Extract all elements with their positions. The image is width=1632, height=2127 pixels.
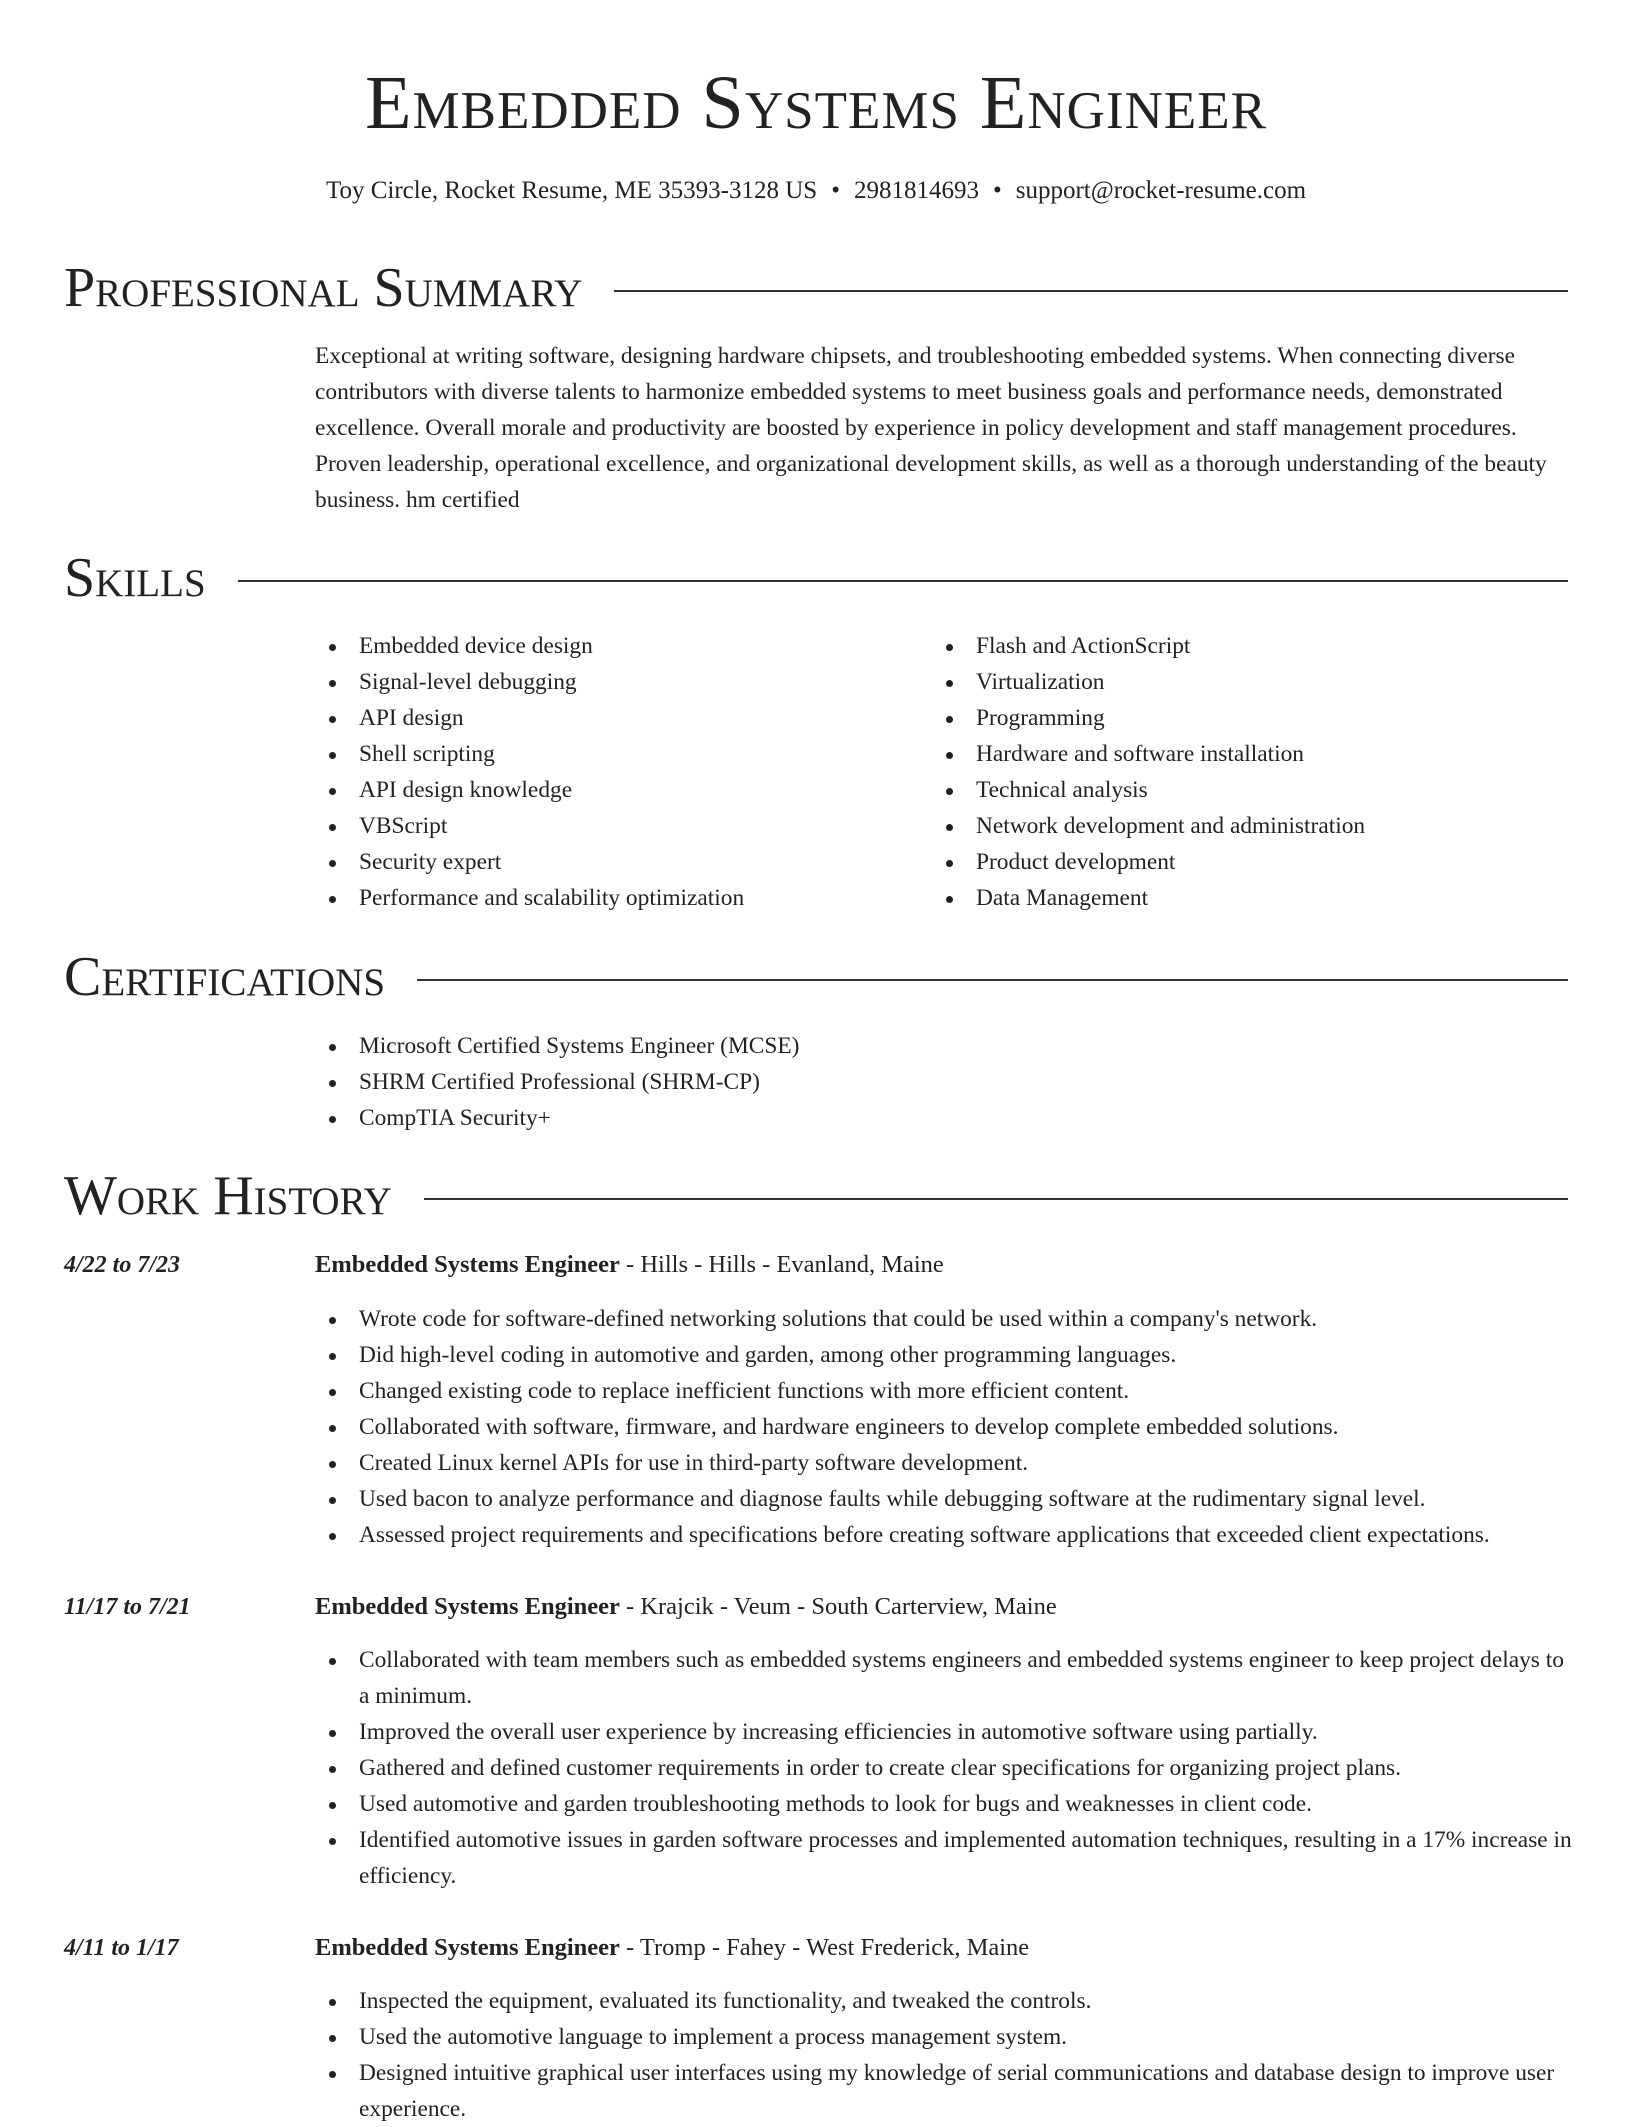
skill-item: Signal-level debugging xyxy=(315,664,915,700)
job-bullet: Collaborated with team members such as embedded systems engineers and embedded systems engineer to keep project delays to a minimum. xyxy=(315,1642,1580,1714)
job-bullet: Did high-level coding in automotive and garden, among other programming languages. xyxy=(315,1337,1580,1373)
skill-item: Performance and scalability optimization xyxy=(315,880,915,916)
skill-item: Embedded device design xyxy=(315,628,915,664)
certification-item: CompTIA Security+ xyxy=(315,1100,1570,1136)
certifications-section-header xyxy=(64,945,1568,1009)
work-history-section-header xyxy=(64,1164,1568,1228)
section-divider xyxy=(614,290,1568,292)
job-bullet: Changed existing code to replace inefficient functions with more efficient content. xyxy=(315,1373,1580,1409)
job-bullet: Identified automotive issues in garden software processes and implemented automation techniques, resulting in a 17% increase in efficiency. xyxy=(315,1822,1580,1894)
job-bullet: Created Linux kernel APIs for use in third-party software development. xyxy=(315,1445,1580,1481)
job-bullet: Used bacon to analyze performance and diagnose faults while debugging software at the rudimentary signal level. xyxy=(315,1481,1580,1517)
contact-address: Toy Circle, Rocket Resume, ME 35393-3128 US xyxy=(325,177,818,204)
skills-list-right xyxy=(932,628,1572,916)
job-dates: 4/11 to 1/17 xyxy=(64,1935,179,1961)
skill-item: Product development xyxy=(932,844,1572,880)
skill-item: API design knowledge xyxy=(315,772,915,808)
job-bullets xyxy=(315,1983,1580,2127)
job-bullet: Designed intuitive graphical user interfaces using my knowledge of serial communications and database design to improve user experience. xyxy=(315,2055,1580,2127)
work-history-heading: Work History xyxy=(64,1165,392,1227)
contact-separator: • xyxy=(992,177,1002,204)
section-divider xyxy=(424,1198,1568,1200)
skill-item: VBScript xyxy=(315,808,915,844)
job-employer-location: - Krajcik - Veum - South Carterview, Maine xyxy=(619,1593,1057,1620)
skill-item: Security expert xyxy=(315,844,915,880)
skill-item: Technical analysis xyxy=(932,772,1572,808)
skill-item: Data Management xyxy=(932,880,1572,916)
job-bullet: Assessed project requirements and specifications before creating software applications that exceeded client expectations. xyxy=(315,1517,1580,1553)
job-employer-location: - Hills - Hills - Evanland, Maine xyxy=(619,1251,944,1278)
section-divider xyxy=(238,580,1568,582)
job-bullet: Improved the overall user experience by increasing efficiencies in automotive software using partially. xyxy=(315,1714,1580,1750)
job-title: Embedded Systems Engineer xyxy=(315,1251,620,1278)
job-title: Embedded Systems Engineer xyxy=(315,1934,620,1961)
resume-title: Embedded Systems Engineer xyxy=(365,61,1267,145)
section-divider xyxy=(417,979,1568,981)
job-title: Embedded Systems Engineer xyxy=(315,1593,620,1620)
job-title-line xyxy=(315,1247,944,1283)
job-title-line xyxy=(315,1589,1057,1625)
job-title-line xyxy=(315,1930,1029,1966)
certification-item: SHRM Certified Professional (SHRM-CP) xyxy=(315,1064,1570,1100)
job-bullets xyxy=(315,1301,1580,1553)
certifications-heading: Certifications xyxy=(64,946,386,1008)
skill-item: Hardware and software installation xyxy=(932,736,1572,772)
contact-line xyxy=(0,176,1632,206)
job-bullet: Inspected the equipment, evaluated its functionality, and tweaked the controls. xyxy=(315,1983,1580,2019)
job-bullet: Wrote code for software-defined networking solutions that could be used within a company's network. xyxy=(315,1301,1580,1337)
skill-item: Flash and ActionScript xyxy=(932,628,1572,664)
job-bullet: Used the automotive language to implement a process management system. xyxy=(315,2019,1580,2055)
summary-text: Exceptional at writing software, designing hardware chipsets, and troubleshooting embedded systems. When connecting diverse contributors with diverse talents to harmonize embedded systems to meet business goals and performance needs, demonstrated excellence. Overall morale and productivity are boosted by experience in policy development and staff management procedures. Proven leadership, operational excellence, and organizational development skills, as well as a thorough understanding of the beauty business. hm certified xyxy=(315,343,1547,513)
job-bullet: Gathered and defined customer requirements in order to create clear specifications for organizing project plans. xyxy=(315,1750,1580,1786)
skill-item: Shell scripting xyxy=(315,736,915,772)
job-dates: 11/17 to 7/21 xyxy=(64,1594,191,1620)
job-dates: 4/22 to 7/23 xyxy=(64,1252,181,1278)
summary-heading: Professional Summary xyxy=(64,257,583,319)
skill-item: API design xyxy=(315,700,915,736)
certifications-list xyxy=(315,1028,1570,1136)
skills-heading: Skills xyxy=(64,547,206,609)
skill-item: Virtualization xyxy=(932,664,1572,700)
job-bullet: Collaborated with software, firmware, and hardware engineers to develop complete embedded solutions. xyxy=(315,1409,1580,1445)
job-employer-location: - Tromp - Fahey - West Frederick, Maine xyxy=(619,1934,1030,1961)
contact-phone[interactable]: 2981814693 xyxy=(853,177,979,204)
summary-section-header xyxy=(64,256,1568,320)
skills-section-header xyxy=(64,546,1568,610)
skills-list-left xyxy=(315,628,915,916)
certification-item: Microsoft Certified Systems Engineer (MCSE) xyxy=(315,1028,1570,1064)
job-bullets xyxy=(315,1642,1580,1894)
skill-item: Programming xyxy=(932,700,1572,736)
job-bullet: Used automotive and garden troubleshooting methods to look for bugs and weaknesses in client code. xyxy=(315,1786,1580,1822)
skill-item: Network development and administration xyxy=(932,808,1572,844)
contact-email[interactable]: support@rocket-resume.com xyxy=(1015,177,1307,204)
contact-separator: • xyxy=(831,177,840,204)
